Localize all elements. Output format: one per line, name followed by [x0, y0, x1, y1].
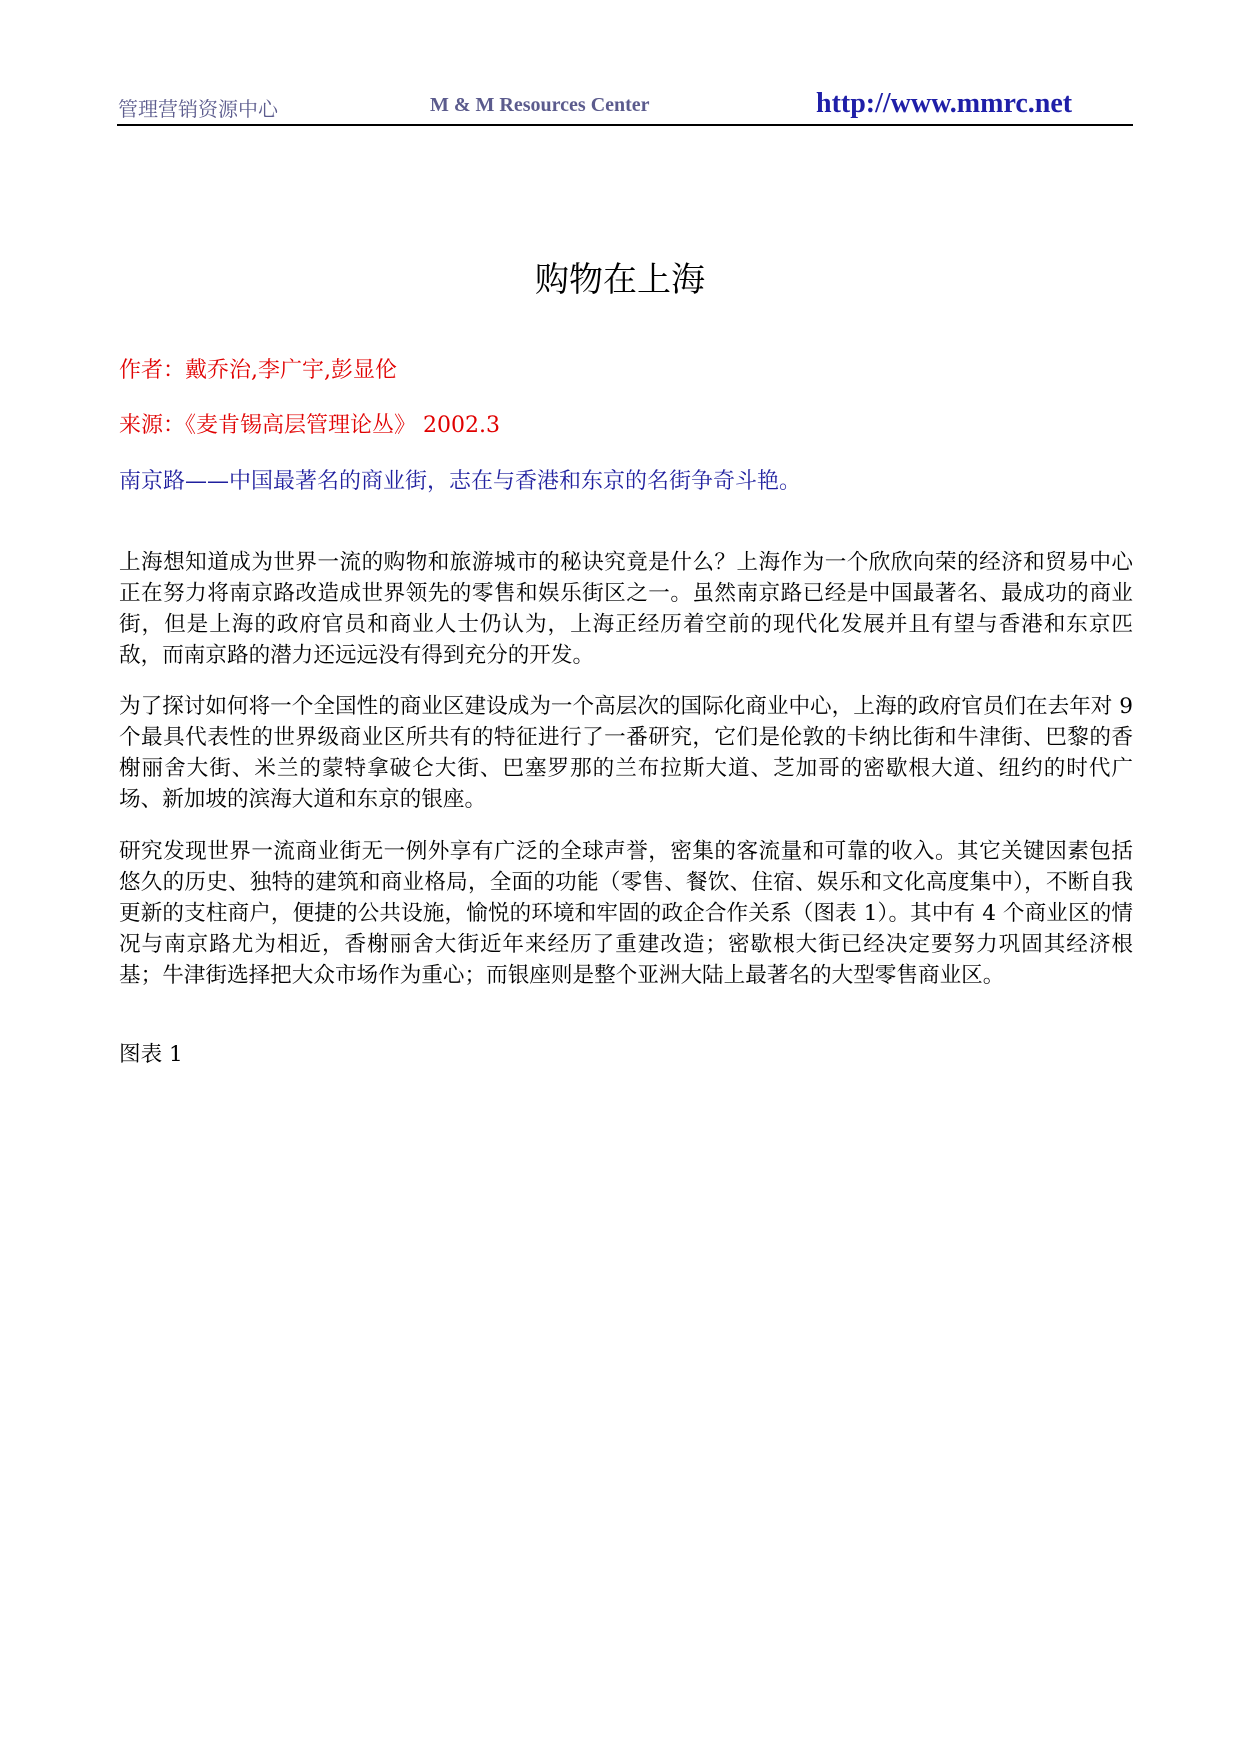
figure-label: 图表 1: [119, 1042, 183, 1067]
body-paragraph-1: 上海想知道成为世界一流的购物和旅游城市的秘诀究竟是什么？上海作为一个欣欣向荣的经济和贸易中心正在努力将南京路改造成世界领先的零售和娱乐街区之一。虽然南京路已经是中国最著名、最成功的商业街，但是上海的政府官员和商业人士仍认为，上海正经历着空前的现代化发展并且有望与香港和东京匹敌，而南京路的潜力还远远没有得到充分的开发。: [119, 550, 1133, 668]
page-header: [117, 90, 1133, 126]
article-source: 来源：《麦肯锡高层管理论丛》 2002.3: [119, 413, 500, 438]
body-paragraph-3: 研究发现世界一流商业街无一例外享有广泛的全球声誉，密集的客流量和可靠的收入。其它关键因素包括悠久的历史、独特的建筑和商业格局，全面的功能（零售、餐饮、住宿、娱乐和文化高度集中），不断自我更新的支柱商户，便捷的公共设施，愉悦的环境和牢固的政企合作关系（图表 1）。其中有 4 个商业区的情况与南京路尤为相近，香榭丽舍大街近年来经历了重建改造；密歇根大街已经决定要努力巩固其经济根基；牛津街选择把大众市场作为重心；而银座则是整个亚洲大陆上最著名的大型零售商业区。: [119, 839, 1133, 988]
header-org-cn: 管理营销资源中心: [118, 97, 278, 121]
body-paragraph-2: 为了探讨如何将一个全国性的商业区建设成为一个高层次的国际化商业中心，上海的政府官员们在去年对 9 个最具代表性的世界级商业区所共有的特征进行了一番研究，它们是伦敦的卡纳比街和牛津街、巴黎的香榭丽舍大街、米兰的蒙特拿破仑大街、巴塞罗那的兰布拉斯大道、芝加哥的密歇根大道、纽约的时代广场、新加坡的滨海大道和东京的银座。: [119, 694, 1133, 812]
header-org-en: M & M Resources Center: [430, 94, 650, 116]
article-subtitle: 南京路——中国最著名的商业街，志在与香港和东京的名街争奇斗艳。: [119, 469, 802, 494]
header-url-link[interactable]: http://www.mmrc.net: [816, 88, 1073, 119]
article-author: 作者：戴乔治,李广宇,彭显伦: [119, 358, 397, 383]
article-title: 购物在上海: [535, 260, 705, 300]
